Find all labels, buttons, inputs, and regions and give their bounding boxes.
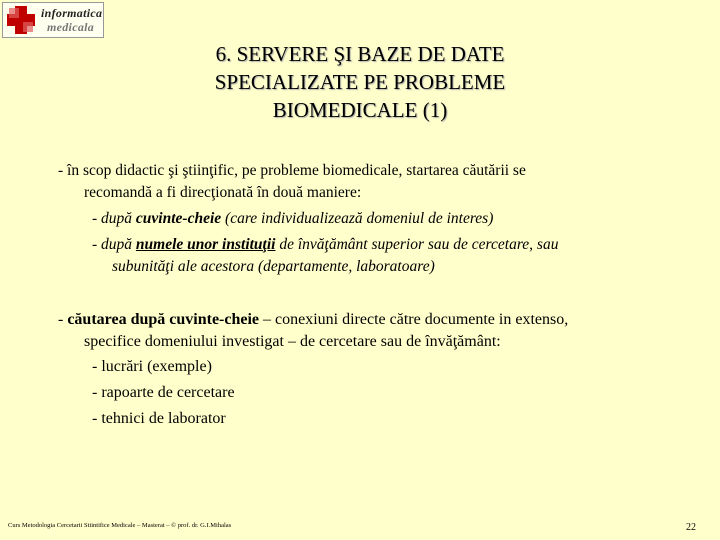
page-number: 22 (686, 522, 696, 533)
section1-intro-line1: - în scop didactic şi ştiinţific, pe probleme biomedicale, startarea căutării se (58, 162, 526, 179)
section1-item2-line2: subunităţi ale acestora (departamente, laboratoare) (112, 258, 435, 275)
title-line-2: SPECIALIZATE PE PROBLEME (214, 70, 506, 94)
logo (2, 2, 104, 38)
section2-bullet: - lucrări (exemple) (92, 358, 212, 375)
section2-bullet: - tehnici de laborator (92, 410, 226, 427)
item1-rest: (care individualizează domeniul de interes) (221, 210, 494, 227)
item2-keyword: numele unor instituţii (135, 236, 276, 253)
item2-prefix: - după (92, 236, 136, 253)
section1-item2 (92, 236, 558, 254)
item2-rest: de învăţământ superior sau de cercetare, sau (275, 236, 559, 253)
medical-cross-icon (4, 4, 38, 36)
section2-intro-line2: specifice domeniului investigat – de cercetare sau de învăţământ: (84, 333, 501, 350)
section2-keyword: căutarea după cuvinte-cheie (67, 311, 260, 328)
item1-prefix: - după (92, 210, 136, 227)
logo-text-informatica: informatica (41, 6, 103, 20)
slide-title (120, 40, 600, 124)
section2-rest: – conexiuni directe către documente in extenso, (259, 311, 569, 328)
section2-bullet: - rapoarte de cercetare (92, 384, 235, 401)
title-line-3: BIOMEDICALE (1) (272, 98, 448, 122)
logo-text-medicala: medicala (47, 20, 95, 34)
item1-keyword: cuvinte-cheie (135, 210, 222, 227)
section1-intro-line2: recomandă a fi direcţionată în două maniere: (84, 184, 362, 201)
title-line-1: 6. SERVERE ŞI BAZE DE DATE (215, 42, 505, 66)
section2-prefix: - (58, 311, 68, 328)
section1-item1 (92, 210, 493, 228)
section2-intro (58, 311, 568, 329)
footer-course-text: Curs Metodologia Cercetarii Stiintifice Medicale – Masterat – © prof. dr. G.I.Mihalas (8, 522, 232, 529)
